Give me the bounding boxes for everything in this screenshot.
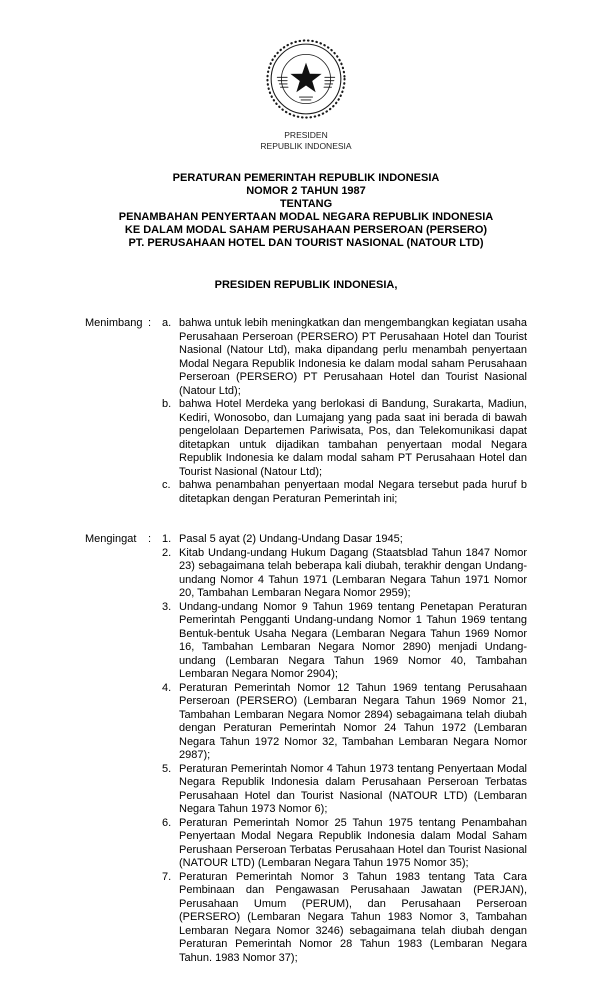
list-item — [162, 601, 527, 682]
list-text: Kitab Undang-undang Hukum Dagang (Staatsblad Tahun 1847 Nomor 23) sebagaimana telah beberapa kali diubah, terakhir dengan Undang-undang Nomor 4 Tahun 1971 (Lembaran Negara Tahun 1971 Nomor 20, Tambahan Lembaran Negara Nomor 2959); — [179, 546, 527, 599]
list-item — [162, 682, 527, 763]
list-item — [162, 817, 527, 871]
list-item — [162, 547, 527, 601]
list-text: Peraturan Pemerintah Nomor 12 Tahun 1969 tentang Perusahaan Perseroan (PERSERO) (Lembaran Negara Tahun 1969 Nomor 21, Tambahan Lembaran Negara Nomor 2894) sebagaimana telah diubah dengan Peraturan Pemerintah Nomor 24 Tahun 1972 (Lembaran Negara Tahun 1972 Nomor 32, Tambahan Lembaran Negara Nomor 2987); — [179, 681, 527, 761]
list-text: bahwa Hotel Merdeka yang berlokasi di Bandung, Surakarta, Madiun, Kediri, Wonosobo, dan Lumajang yang pada saat ini berada di bawah pengelolaan Departemen Pariwisata, Pos, dan Telekomunikasi dapat ditetapkan untuk dijadikan tambahan penyertaan modal Negara Republik Indonesia ke dalam modal saham PT Perusahaan Hotel dan Tourist Nasional (Natour Ltd); — [179, 398, 527, 478]
preamble-heading: PRESIDEN REPUBLIK INDONESIA, — [214, 279, 398, 291]
list-marker: b. — [162, 398, 172, 410]
menimbang-section — [85, 317, 527, 506]
list-text: Peraturan Pemerintah Nomor 4 Tahun 1973 tentang Penyertaan Modal Negara Republik Indonesia dalam Perusahaan Perseroan Terbatas Perusahaan Hotel dan Tourist Nasional (NATOUR LTD) (Lembaran Negara Tahun 1973 Nomor 6); — [179, 762, 527, 815]
letterhead-presiden: PRESIDEN — [284, 130, 328, 140]
mengingat-label: Mengingat — [85, 533, 137, 545]
list-item — [162, 398, 527, 479]
list-item — [162, 533, 527, 547]
list-marker: a. — [162, 317, 172, 329]
title-line-subject-2: KE DALAM MODAL SAHAM PERUSAHAAN PERSEROAN (PERSERO) — [124, 224, 488, 236]
title-line-number: NOMOR 2 TAHUN 1987 — [246, 185, 366, 197]
list-text: bahwa untuk lebih meningkatkan dan mengembangkan kegiatan usaha Perusahaan Perseroan (PERSERO) PT Perusahaan Hotel dan Tourist Nasional (Natour Ltd), maka dipandang perlu menambah penyertaan Modal Negara Republik Indonesia ke dalam modal saham Perusahaan Perseroan (PERSERO) PT Perusahaan Hotel dan Tourist Nasional (Natour Ltd); — [179, 317, 527, 397]
list-marker: 5. — [162, 762, 172, 775]
title-line-regulation: PERATURAN PEMERINTAH REPUBLIK INDONESIA — [172, 172, 440, 184]
list-marker: 4. — [162, 681, 172, 694]
list-marker: c. — [162, 479, 171, 491]
list-text: Peraturan Pemerintah Nomor 25 Tahun 1975 tentang Penambahan Penyertaan Modal Negara Republik Indonesia dalam Modal Saham Perushaan Perseroan Terbatas Perusahaan Hotel dan Tourist Nasional (NATOUR LTD) (Lembaran Negara Tahun 1975 Nomor 35); — [179, 816, 527, 869]
title-line-subject-1: PENAMBAHAN PENYERTAAN MODAL NEGARA REPUBLIK INDONESIA — [118, 211, 494, 223]
list-marker: 6. — [162, 816, 172, 829]
list-text: Peraturan Pemerintah Nomor 3 Tahun 1983 tentang Tata Cara Pembinaan dan Pengawasan Perusahaan Jawatan (PERJAN), Perusahaan Umum (PERUM), dan Perusahaan Perseroan (PERSERO) (Lembaran Negara Tahun 1983 Nomor 3, Tambahan Lembaran Negara Nomor 3246) sebagaimana telah diubah dengan Peraturan Pemerintah Nomor 28 Tahun 1983 (Lembaran Negara Tahun. 1983 Nomor 37); — [179, 870, 527, 964]
title-line-tentang: TENTANG — [279, 198, 333, 210]
menimbang-colon: : — [148, 317, 152, 329]
list-text: Undang-undang Nomor 9 Tahun 1969 tentang Penetapan Peraturan Pemerintah Pengganti Undang-undang Nomor 1 Tahun 1969 tentang Bentuk-bentuk Usaha Negara (Lembaran Negara Tahun 1969 Nomor 16, Tambahan Lembaran Negara Nomor 2890) menjadi Undang-undang (Lembaran Negara Tahun 1969 Nomor 40, Tambahan Lembaran Negara Nomor 2904); — [179, 600, 527, 680]
list-item — [162, 479, 527, 506]
document-title — [85, 172, 527, 250]
presidential-seal — [85, 38, 527, 120]
letterhead — [85, 130, 527, 152]
mengingat-body — [162, 533, 527, 965]
list-text: bahwa penambahan penyertaan modal Negara tersebut pada huruf b ditetapkan dengan Peraturan Pemerintah ini; — [179, 479, 527, 505]
star-seal-icon — [262, 38, 350, 120]
list-text: Pasal 5 ayat (2) Undang-Undang Dasar 1945; — [179, 533, 403, 545]
menimbang-body — [162, 317, 527, 506]
mengingat-colon: : — [148, 533, 152, 545]
list-marker: 1. — [162, 533, 172, 545]
menimbang-label: Menimbang — [85, 317, 143, 329]
list-item — [162, 317, 527, 398]
mengingat-section — [85, 533, 527, 965]
list-item — [162, 763, 527, 817]
list-marker: 7. — [162, 870, 172, 883]
list-marker: 2. — [162, 546, 172, 559]
title-line-subject-3: PT. PERUSAHAAN HOTEL DAN TOURIST NASIONAL (NATOUR LTD) — [128, 237, 484, 249]
list-item — [162, 871, 527, 966]
list-marker: 3. — [162, 600, 172, 613]
letterhead-republik-indonesia: REPUBLIK INDONESIA — [260, 141, 352, 151]
